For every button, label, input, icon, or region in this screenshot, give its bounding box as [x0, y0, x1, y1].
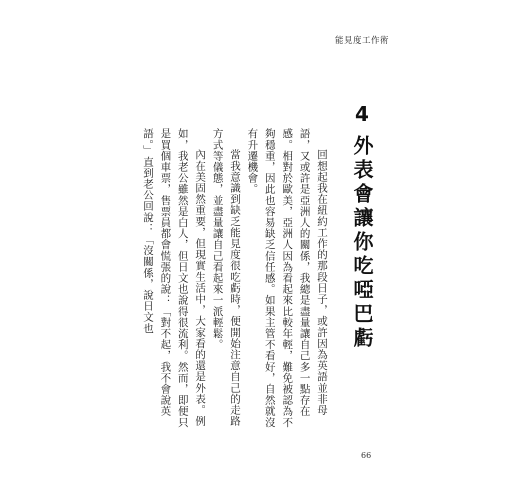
running-header: 能見度工作術: [335, 36, 390, 46]
chapter-title: 外表會讓你吃啞巴虧: [350, 134, 374, 351]
paragraph: 內在美固然重要，但現實生活中，大家看的還是外表。例如，我老公雖然是白人，但日文也說得很流利。然而，即便只是買個車票，售票員都會慌張的說：「對不起，我不會說英語。」直到老公回說：「沒關係，說日文也: [141, 128, 207, 428]
body-text: [120, 128, 330, 428]
paragraph: 回想起我在紐約工作的那段日子，或許因為英語並非母語，又或許是亞洲人的關係，我總是盡量讓自己多一點存在感。相對於歐美，亞洲人因為看起來比較年輕，難免被認為不夠穩重，因此也容易缺乏信任感。如果主管不看好，自然就沒有升遷機會。: [246, 128, 328, 428]
chapter-number: 4: [355, 104, 369, 124]
page-number: 66: [361, 451, 372, 460]
paragraph: 當我意識到缺乏能見度很吃虧時，便開始注意自己的走路方式等儀態，並盡量讓自己看起來一派輕鬆。: [211, 128, 241, 427]
chapter-heading: [348, 104, 377, 351]
